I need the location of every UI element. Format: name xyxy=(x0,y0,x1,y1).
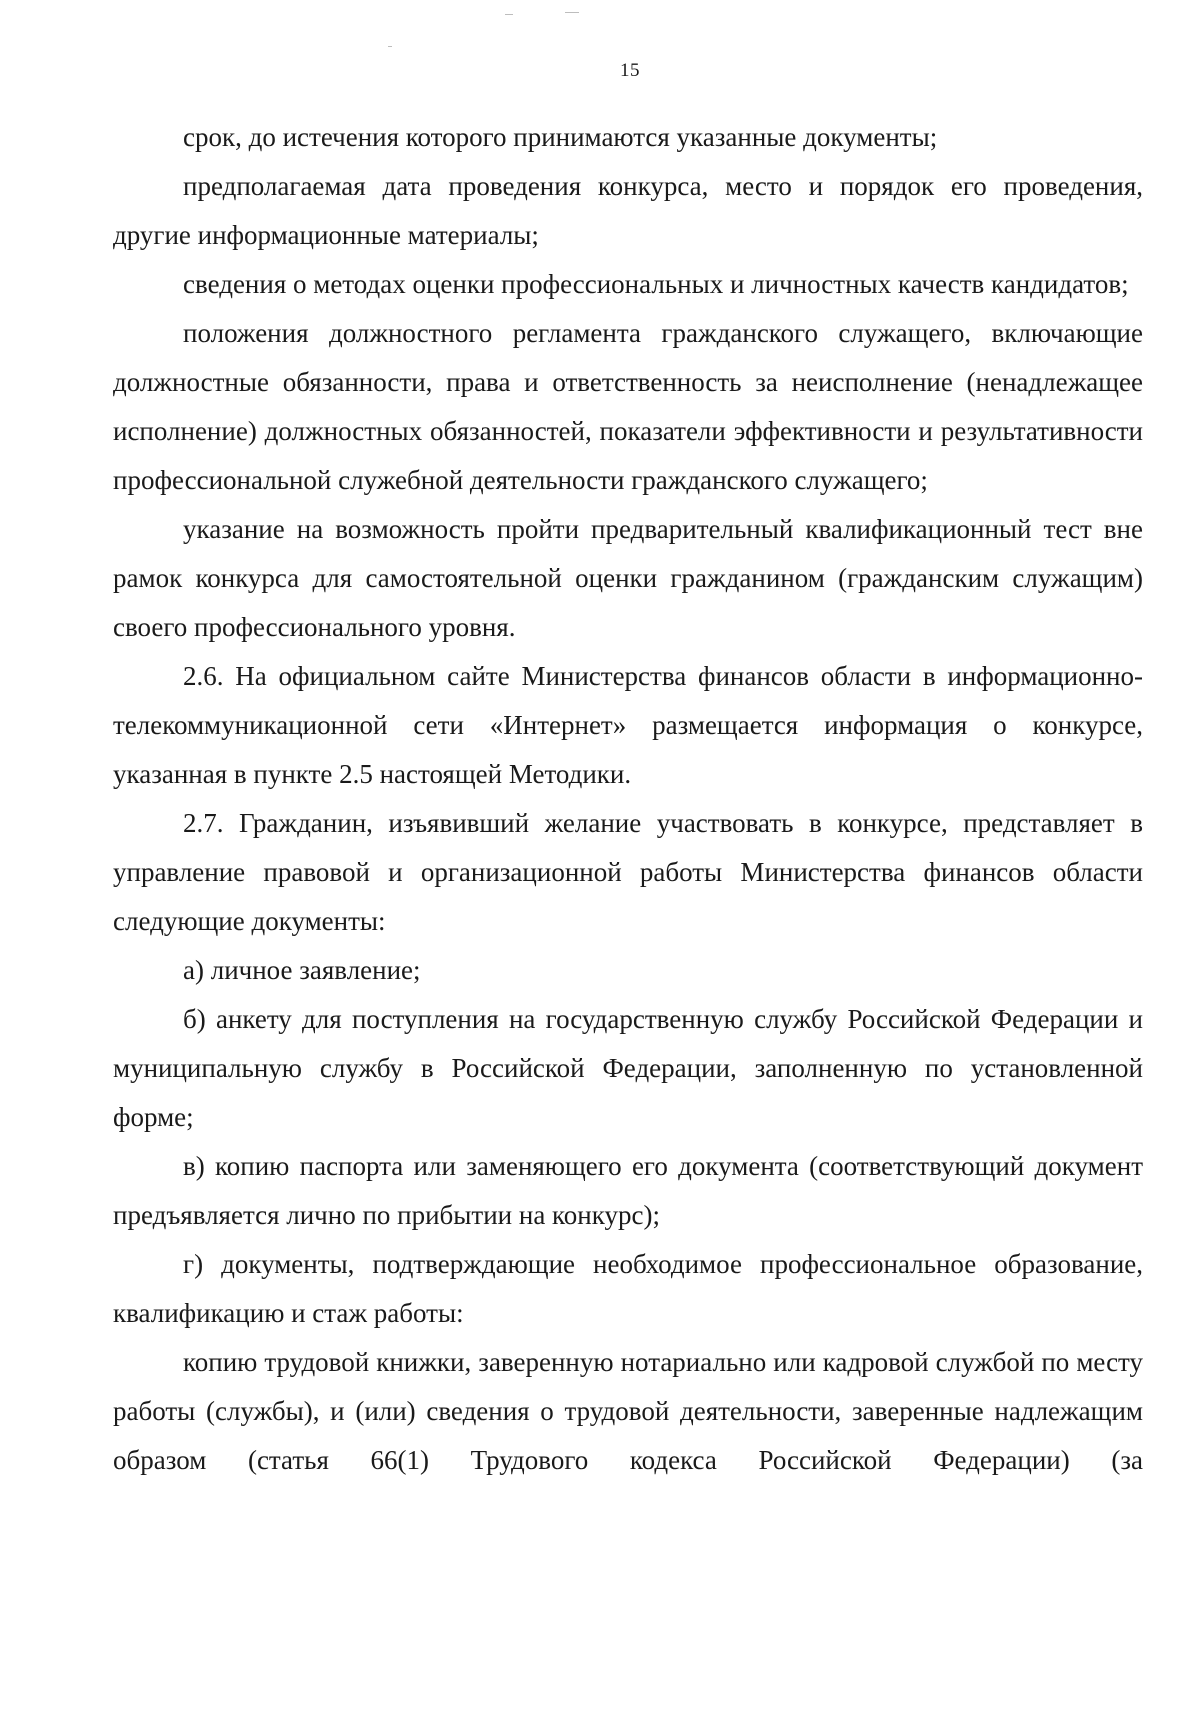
scan-artifact xyxy=(388,46,392,47)
list-item-g: г) документы, подтверждающие необходимое профессиональное образование, квалификацию и стаж работы: xyxy=(113,1249,1143,1328)
paragraph-job-regulation: положения должностного регламента гражданского служащего, включающие должностные обязанности, права и ответственность за неисполнение (ненадлежащее исполнение) должностных обязанностей, показатели эффективности и результативности профессиональной служебной деятельности гражданского служащего; xyxy=(113,318,1143,495)
scan-artifact xyxy=(565,12,579,13)
list-item-v: в) копию паспорта или заменяющего его документа (соответствующий документ предъявляется лично по прибытии на конкурс); xyxy=(113,1151,1143,1230)
page-number: 15 xyxy=(620,60,640,81)
paragraph-deadline: срок, до истечения которого принимаются указанные документы; xyxy=(183,122,938,152)
list-item-b: б) анкету для поступления на государственную службу Российской Федерации и муниципальную службу в Российской Федерации, заполненную по установленной форме; xyxy=(113,1004,1143,1132)
paragraph-work-book: копию трудовой книжки, заверенную нотариально или кадровой службой по месту работы (службы), и (или) сведения о трудовой деятельности, заверенные надлежащим образом (статья 66(1) Трудового кодекса Российской Федерации) (за xyxy=(113,1347,1143,1475)
paragraph-evaluation-methods: сведения о методах оценки профессиональных и личностных качеств кандидатов; xyxy=(183,269,1129,299)
list-item-a: а) личное заявление; xyxy=(183,955,421,985)
paragraph-section-2-7: 2.7. Гражданин, изъявивший желание участвовать в конкурсе, представляет в управление правовой и организационной работы Министерства финансов области следующие документы: xyxy=(113,808,1143,936)
scan-artifact xyxy=(505,14,513,15)
paragraph-contest-date: предполагаемая дата проведения конкурса, место и порядок его проведения, другие информационные материалы; xyxy=(113,171,1143,250)
document-body xyxy=(113,113,1143,1485)
paragraph-section-2-6: 2.6. На официальном сайте Министерства финансов области в информационно-телекоммуникационной сети «Интернет» размещается информация о конкурсе, указанная в пункте 2.5 настоящей Методики. xyxy=(113,661,1143,789)
paragraph-qualification-test: указание на возможность пройти предварительный квалификационный тест вне рамок конкурса для самостоятельной оценки гражданином (гражданским служащим) своего профессионального уровня. xyxy=(113,514,1143,642)
